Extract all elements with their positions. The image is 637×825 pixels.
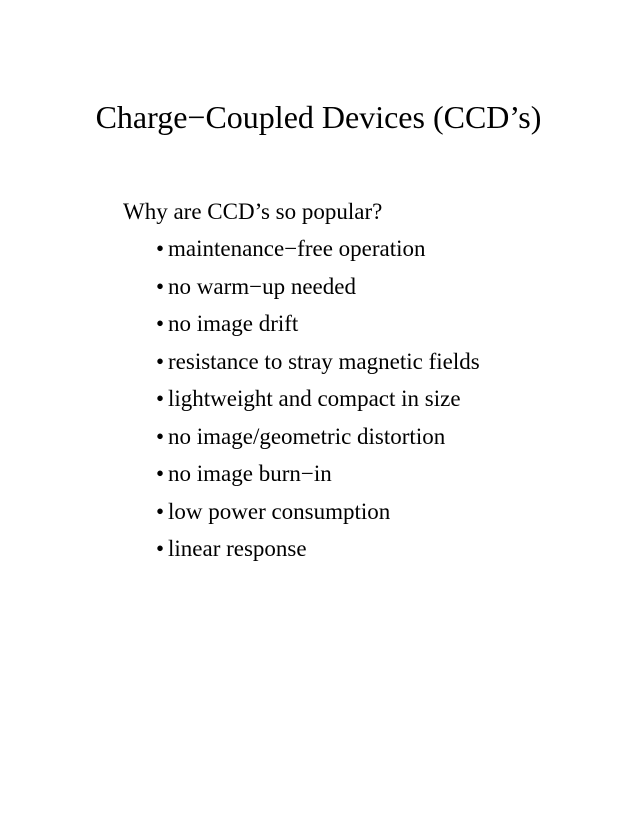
bullet-icon: • (156, 348, 165, 374)
list-item (156, 272, 480, 310)
list-item-text: maintenance−free operation (168, 236, 426, 261)
list-item (156, 422, 480, 460)
list-item-text: resistance to stray magnetic fields (168, 348, 480, 374)
bullet-icon: • (156, 273, 165, 299)
list-item (156, 497, 480, 535)
list-item (156, 347, 480, 385)
list-item-text: no image/geometric distortion (168, 423, 446, 449)
bullet-list (156, 234, 480, 572)
list-item-text: no image burn−in (168, 461, 332, 486)
bullet-icon: • (156, 498, 165, 524)
list-item-text: low power consumption (168, 498, 391, 524)
list-item-text: no image drift (168, 311, 299, 336)
list-item (156, 309, 480, 347)
bullet-icon: • (156, 311, 165, 336)
question-heading: Why are CCD’s so popular? (123, 199, 383, 224)
list-item (156, 234, 480, 272)
list-item (156, 384, 480, 422)
bullet-icon: • (156, 386, 165, 411)
page-title: Charge−Coupled Devices (CCD’s) (95, 99, 542, 135)
list-item-text: linear response (168, 536, 307, 561)
bullet-icon: • (156, 536, 165, 561)
bullet-icon: • (156, 236, 165, 261)
list-item (156, 459, 480, 497)
list-item (156, 534, 480, 572)
list-item-text: lightweight and compact in size (168, 386, 461, 411)
bullet-icon: • (156, 461, 165, 486)
list-item-text: no warm−up needed (168, 273, 356, 299)
bullet-icon: • (156, 423, 165, 449)
